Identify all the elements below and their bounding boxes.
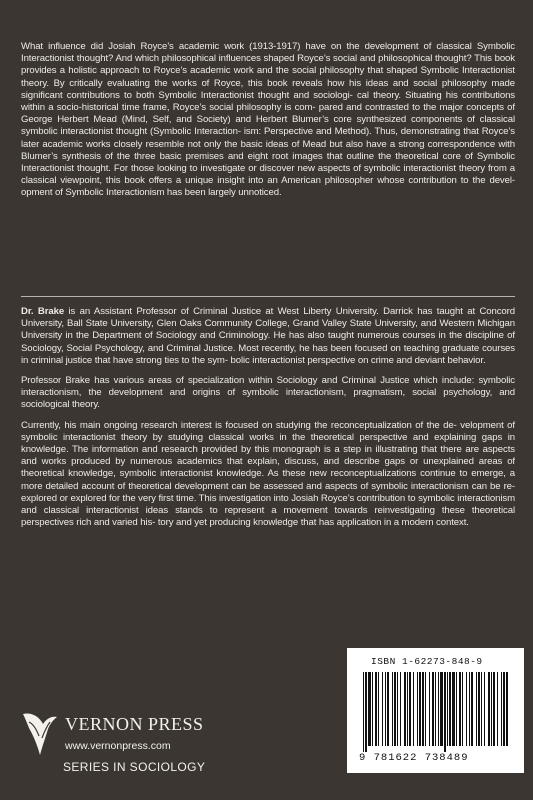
barcode-bar [407,672,408,746]
barcode-bar [506,672,508,746]
book-synopsis [21,41,515,200]
barcode-bar [378,672,379,746]
bio-line: assessed and aspects of symbolic interactionism can be re-explored or explored for the very first time. This [21,480,515,504]
barcode-bar [400,672,401,746]
barcode-bar [497,672,498,746]
barcode-bar [387,672,389,746]
barcode-bar [365,672,367,752]
barcode-bar [452,672,455,746]
barcode-bar [413,672,414,746]
bio-paragraph-3 [21,420,515,530]
barcode-bar [459,672,461,746]
bio-line: illustrating that there are aspects and works produced by numerous academics that explain, discuss, and [21,444,515,468]
vernon-press-logo-icon [21,710,59,758]
bio-paragraph-2 [21,375,515,412]
barcode-bar [382,672,383,746]
barcode-bar [375,672,377,746]
bio-line: Professor Brake has various areas of specialization within Sociology and Criminal Justice which include: [21,375,475,387]
barcode-bar [440,672,443,746]
barcode-bar [435,672,436,746]
barcode-bar [422,672,424,746]
barcode-bar [491,672,492,746]
barcode-bar [503,672,505,746]
publisher-name: VERNON PRESS [65,714,204,734]
barcode-bar [481,672,482,746]
series-name: SERIES IN SOCIOLOGY [63,760,206,774]
barcode-bar [476,672,477,746]
barcode-bar [501,672,502,746]
barcode-bar [372,672,373,746]
barcode-bar [419,672,421,746]
barcode-bar [429,672,430,746]
barcode-bar [469,672,470,746]
synopsis-line: only the basic ideas of Mead but also have a strong correspondence with Blumer’s synthesis of the three [21,138,515,162]
synopsis-line: What influence did Josiah Royce’s academic work (1913-1917) have on the development of classical Symbolic [21,41,515,52]
publisher-url: www.vernonpress.com [65,740,171,752]
synopsis-paragraph [21,41,515,200]
barcode-bar [488,672,490,746]
isbn-barcode [347,648,524,773]
barcode-bar [394,672,396,746]
bio-line: tory and yet producing knowledge that has application in a modern context. [157,517,469,529]
synopsis-line: This book provides a holistic approach to Royce’s academic work and the social philosophy that shaped [21,53,515,77]
barcode-bar [368,672,371,746]
synopsis-line: Blumer’s core synthesized components of classical symbolic interactionist thought (Symbolic Interaction- [21,114,515,138]
bio-line: and Western Michigan University in the Department of Sociology and Criminology. He has also taught [21,318,515,342]
synopsis-line: viewpoint, this book offers a unique insight into an American philosopher whose contribution to the devel- [60,175,515,187]
bio-line: investigation into Josiah Royce’s contribution to symbolic interactionism and classical interactionist ideas [21,492,515,517]
author-bio [21,306,515,537]
barcode-bar [417,672,418,746]
bio-line: is an Assistant Professor of Criminal Justice at West Liberty University. Darrick has taught at [64,306,476,317]
barcode-bar [385,672,386,746]
barcode-bar [484,672,485,746]
bio-line: Currently, his main ongoing research interest is focused on studying the reconceptualization of the de- [21,419,457,431]
publisher-block [21,708,281,788]
barcode-bar [493,672,495,746]
synopsis-line: Symbolic Interactionist theory. By critically evaluating the works of Royce, this book reveals how his ideas [21,65,515,89]
bio-line: bolic interactionist perspective on crime and deviant behavior. [230,354,486,366]
barcode-bar [456,672,457,746]
barcode-bar [404,672,406,746]
bio-paragraph-1 [21,306,515,367]
barcode-bar [478,672,480,746]
barcode-bar [449,672,451,746]
bio-line: Concord University, Ball State University, Glen Oaks Community College, Grand Valley State University, [21,306,515,330]
barcode-bar [363,672,364,752]
barcode-bar [447,672,448,746]
barcode-bar [432,672,434,746]
bio-line: psychology, and sociological theory. [21,387,515,411]
synopsis-line: ism: Perspective and Method). Thus, demonstrating that Royce’s later academic works closely resemble not [21,126,515,150]
isbn-label: ISBN 1-62273-848-9 [371,656,483,667]
barcode-bar [409,672,411,746]
synopsis-line: cal theory. Situating his contributions within a socio-historical time frame, Royce’s social philosophy is com- [21,89,515,114]
barcode-bar [392,672,393,746]
bio-line: he has been focused on teaching graduate courses in criminal justice that have strong ties to the sym- [21,342,515,366]
barcode-bar [444,672,446,752]
barcode-number: 9 781622 738489 [359,752,469,764]
bio-line: describe gaps or unexplained areas of theoretical knowledge, symbolic interactionist knowledge. As these [21,456,515,480]
barcode-bar [438,672,439,746]
bio-line: velopment of symbolic interactionist theory by studying classical works in the theoretical perspective and [21,419,515,443]
bio-line: explaining gaps in knowledge. The information and research provided by this monograph is a step in [21,431,515,456]
synopsis-line: and social philosophy made significant contributions to both Symbolic Interactionist thought and sociologi- [21,77,515,101]
synopsis-line: Interactionist thought? And which philosophical influences shaped Royce’s social and philosophical thought? [21,53,472,65]
bio-line: stands to represent a movement towards reinvestigating these theoretical perspectives rich and varied his- [21,505,515,529]
bio-line: symbolic interactionism, the development and origins of symbolic interactionism, pragmatism, social [21,375,515,399]
bio-line: numerous courses in the discipline of Sociology, Social Psychology, and Criminal Justice. Most recently, [21,330,515,354]
section-divider [21,296,515,297]
synopsis-line: basic premises and eight root images that outline the theoretical core of Symbolic Interactionist thought. [21,150,515,175]
barcode-bar [425,672,426,746]
synopsis-line: pared and contrasted to the major concepts of George Herbert Mead (Mind, Self, and Society) and Herbert [21,102,515,126]
barcode-bar [466,672,467,746]
barcode-bars [363,672,508,752]
synopsis-line: For those looking to investigate or discover new aspects of symbolic interactionist theory from a classical [21,163,515,187]
barcode-bar [397,672,398,746]
barcode-bar [462,672,463,746]
bio-line: new reconceptualizations continue to emerge, a more detailed account of theoretical development can be [21,468,515,492]
synopsis-line: opment of Symbolic Interactionism has been largely unnoticed. [21,187,282,199]
author-name: Dr. Brake [21,306,65,317]
barcode-bar [471,672,473,746]
